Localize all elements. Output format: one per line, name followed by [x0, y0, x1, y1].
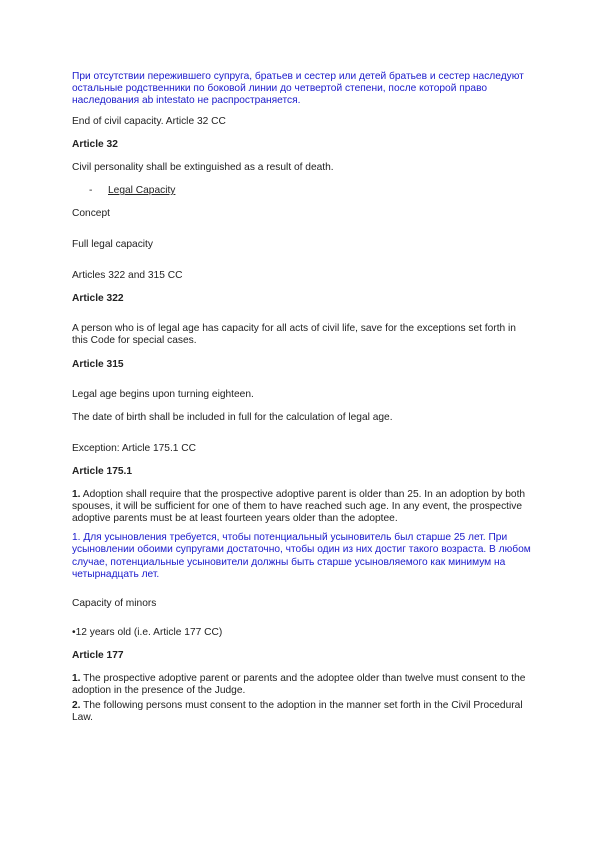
article-177-paragraph-2 [72, 700, 532, 724]
article-32-heading: Article 32 [72, 138, 118, 150]
legal-capacity-link[interactable]: Legal Capacity [108, 185, 176, 197]
concept-line: Concept [72, 208, 110, 220]
end-civil-capacity-line: End of civil capacity. Article 32 CC [72, 115, 226, 127]
capacity-of-minors-line: Capacity of minors [72, 598, 157, 610]
russian-intro-paragraph: При отсутствии пережившего супруга, братьев и сестер или детей братьев и сестер наследуют остальные родственники по боковой линии до четвертой степени, после которой право наследования ab intestato не распространяется. [72, 71, 524, 107]
bullet-dash: - [89, 185, 93, 197]
twelve-years-bullet: •12 years old (i.e. Article 177 CC) [72, 627, 223, 639]
article-177-p1-body: The prospective adoptive parent or parents and the adoptee older than twelve must consent to the adoption in the presence of the Judge. [72, 672, 526, 696]
article-177-p1-number: 1. [72, 672, 81, 684]
article-177-paragraph-1 [72, 673, 532, 697]
article-322-text: A person who is of legal age has capacity for all acts of civil life, save for the exceptions set forth in this Code for special cases. [72, 323, 516, 347]
article-175-1-heading: Article 175.1 [72, 466, 133, 478]
articles-322-315-line: Articles 322 and 315 CC [72, 269, 183, 281]
article-315-heading: Article 315 [72, 358, 124, 370]
article-177-heading: Article 177 [72, 650, 124, 662]
article-175-1-text [72, 489, 532, 526]
article-315-text-1: Legal age begins upon turning eighteen. [72, 388, 254, 400]
full-legal-capacity-line: Full legal capacity [72, 238, 153, 250]
article-177-p2-body: The following persons must consent to the adoption in the manner set forth in the Civil Procedural Law. [72, 700, 523, 724]
russian-article-175-1-paragraph: 1. Для усыновления требуется, чтобы потенциальный усыновитель был старше 25 лет. При усыновлении обоими супругами достаточно, чтобы один из них достиг такого возраста. В любом случае, потенциальные усыновители должны быть старше усыновляемого как минимум на четырнадцать лет. [72, 532, 531, 580]
article-177-p2-number: 2. [72, 700, 81, 712]
article-32-text: Civil personality shall be extinguished as a result of death. [72, 162, 334, 174]
article-175-1-body: Adoption shall require that the prospective adoptive parent is older than 25. In an adoption by both spouses, it will be sufficient for one of them to have reached such age. In any event, the prospective adoptive parents must be at least fourteen years older than the adoptee. [72, 488, 526, 525]
article-175-1-number: 1. [72, 488, 81, 500]
exception-line: Exception: Article 175.1 CC [72, 443, 197, 455]
document-page [72, 71, 532, 725]
legal-capacity-bullet [72, 185, 532, 197]
article-322-heading: Article 322 [72, 293, 124, 305]
article-315-text-2: The date of birth shall be included in full for the calculation of legal age. [72, 412, 393, 424]
